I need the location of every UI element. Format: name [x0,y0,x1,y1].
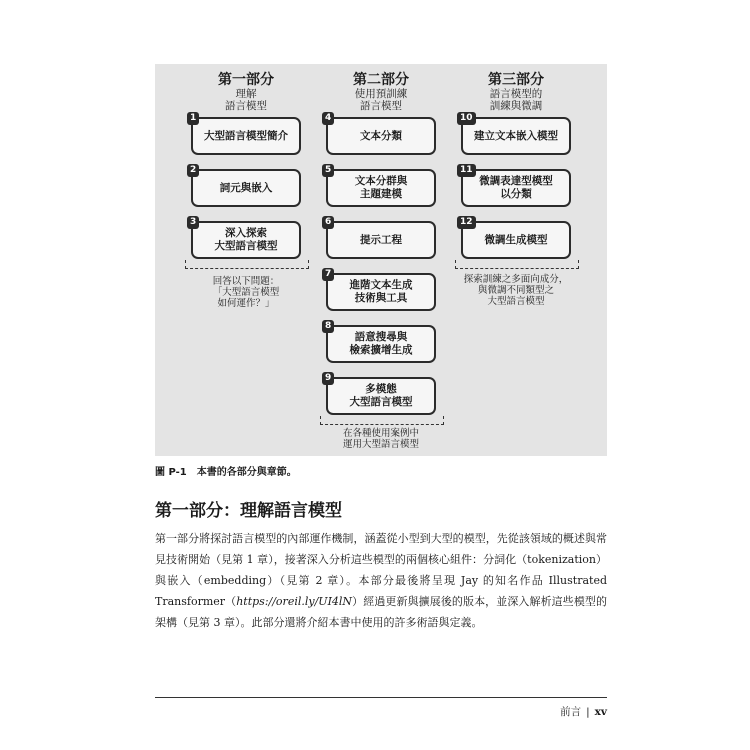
chapter-number-12: 12 [457,216,476,229]
parts-chapters-figure [155,64,607,456]
figure-caption [155,463,297,478]
chapter-title-12: 微調生成模型 [484,233,548,246]
chapter-title-5-line-1: 文本分群與 [354,175,408,187]
chapter-box-5 [325,165,436,207]
chapter-box-7 [325,269,436,311]
part-one-note [185,276,307,309]
chapter-box-2 [190,165,301,207]
figure-caption-text: 本書的各部分與章節。 [196,467,297,478]
part-two-brace [320,416,444,425]
part-two-title: 第二部分 [353,72,409,88]
chapter-title-6: 提示工程 [360,233,402,246]
part-three-note [455,274,577,307]
section-heading: 第一部分：理解語言模型 [155,501,342,521]
part-three-note-line-3: 大型語言模型 [487,296,545,307]
chapter-number-6: 6 [322,216,334,229]
part-two-note-line-1: 在各種使用案例中 [342,428,419,439]
part-two-header [320,72,442,118]
chapter-box-10 [460,113,571,155]
part-three-note-line-2: 與微調不同類型之 [477,285,554,296]
paragraph-url-link[interactable]: https://oreil.ly/UI4lN [236,595,353,608]
footer-separator: | [586,706,590,718]
chapter-title-11-line-2: 以分類 [500,188,532,200]
part-one-subtitle-2: 語言模型 [225,100,267,112]
chapter-title-5-line-2: 主題建模 [360,188,402,200]
paragraph-text-end: ）經過更新與擴展後的版本，並深入解析這些模型的架構（見第 3 章）。此部分還將介紹本書中使用的許多術語與定義。 [155,595,607,629]
chapter-title-7-line-2: 技術與工具 [354,292,408,304]
part-two-column [320,64,442,450]
part-one-title: 第一部分 [218,72,274,88]
part-three-note-line-1: 探索訓練之多面向成分， [463,274,569,285]
chapter-title-3-line-1: 深入探索 [225,227,267,239]
part-three-subtitle-2: 訓練與微調 [489,100,543,112]
part-one-note-line-3: 如何運作？」 [217,298,275,309]
chapter-box-1 [190,113,301,155]
part-two-note-line-2: 運用大型語言模型 [342,439,419,450]
chapter-number-5: 5 [322,164,334,177]
part-three-subtitle-1: 語言模型的 [489,88,543,100]
chapter-title-9-line-2: 大型語言模型 [349,396,413,408]
part-two-note [320,428,442,450]
footer-divider [155,697,607,698]
chapter-title-10: 建立文本嵌入模型 [474,129,558,142]
chapter-number-8: 8 [322,320,334,333]
chapter-number-2: 2 [187,164,199,177]
chapter-box-6 [325,217,436,259]
chapter-title-7-line-1: 進階文本生成 [349,279,413,291]
figure-caption-label: 圖 P-1 [155,467,187,478]
chapter-box-11 [460,165,571,207]
chapter-box-12 [460,217,571,259]
chapter-number-7: 7 [322,268,334,281]
body-paragraph [155,528,607,633]
chapter-title-2: 詞元與嵌入 [219,181,273,194]
chapter-number-3: 3 [187,216,199,229]
chapter-title-9-line-1: 多模態 [365,383,397,395]
part-three-brace [455,260,579,269]
chapter-box-9 [325,373,436,415]
part-one-brace [185,260,309,269]
page-number: xv [594,706,607,718]
part-three-column [455,64,577,307]
part-one-column [185,64,307,309]
footer-section-name: 前言 [560,706,582,718]
part-two-subtitle-1: 使用預訓練 [354,88,408,100]
chapter-title-3-line-2: 大型語言模型 [214,240,278,252]
chapter-title-8-line-1: 語意搜尋與 [354,331,408,343]
chapter-number-10: 10 [457,112,476,125]
chapter-number-9: 9 [322,372,334,385]
chapter-number-1: 1 [187,112,199,125]
part-one-header [185,72,307,118]
paragraph-text-start: 第一部分將探討語言模型的內部運作機制，涵蓋從小型到大型的模型，先從該領域的概述與常見技術開始（見第 1 章），接著深入分析這些模型的兩個核心組件：分詞化（tokenization）與嵌入（embedding）（見第 2 章）。本部分最後將呈現 Jay 的知名作品 Illustrated Transformer（ [155,532,607,608]
chapter-number-4: 4 [322,112,334,125]
chapter-title-11-line-1: 微調表達型模型 [479,175,553,187]
chapter-number-11: 11 [457,164,476,177]
chapter-box-3 [190,217,301,259]
page-footer [560,704,607,719]
chapter-title-4: 文本分類 [360,129,402,142]
part-two-subtitle-2: 語言模型 [360,100,402,112]
chapter-title-8-line-2: 檢索擴增生成 [349,344,413,356]
chapter-title-1: 大型語言模型簡介 [204,129,288,142]
part-one-note-line-1: 回答以下問題： [212,276,280,287]
chapter-box-4 [325,113,436,155]
part-one-note-line-2: 「大型語言模型 [212,287,280,298]
part-one-subtitle-1: 理解 [235,88,257,100]
chapter-box-8 [325,321,436,363]
part-three-title: 第三部分 [488,72,544,88]
